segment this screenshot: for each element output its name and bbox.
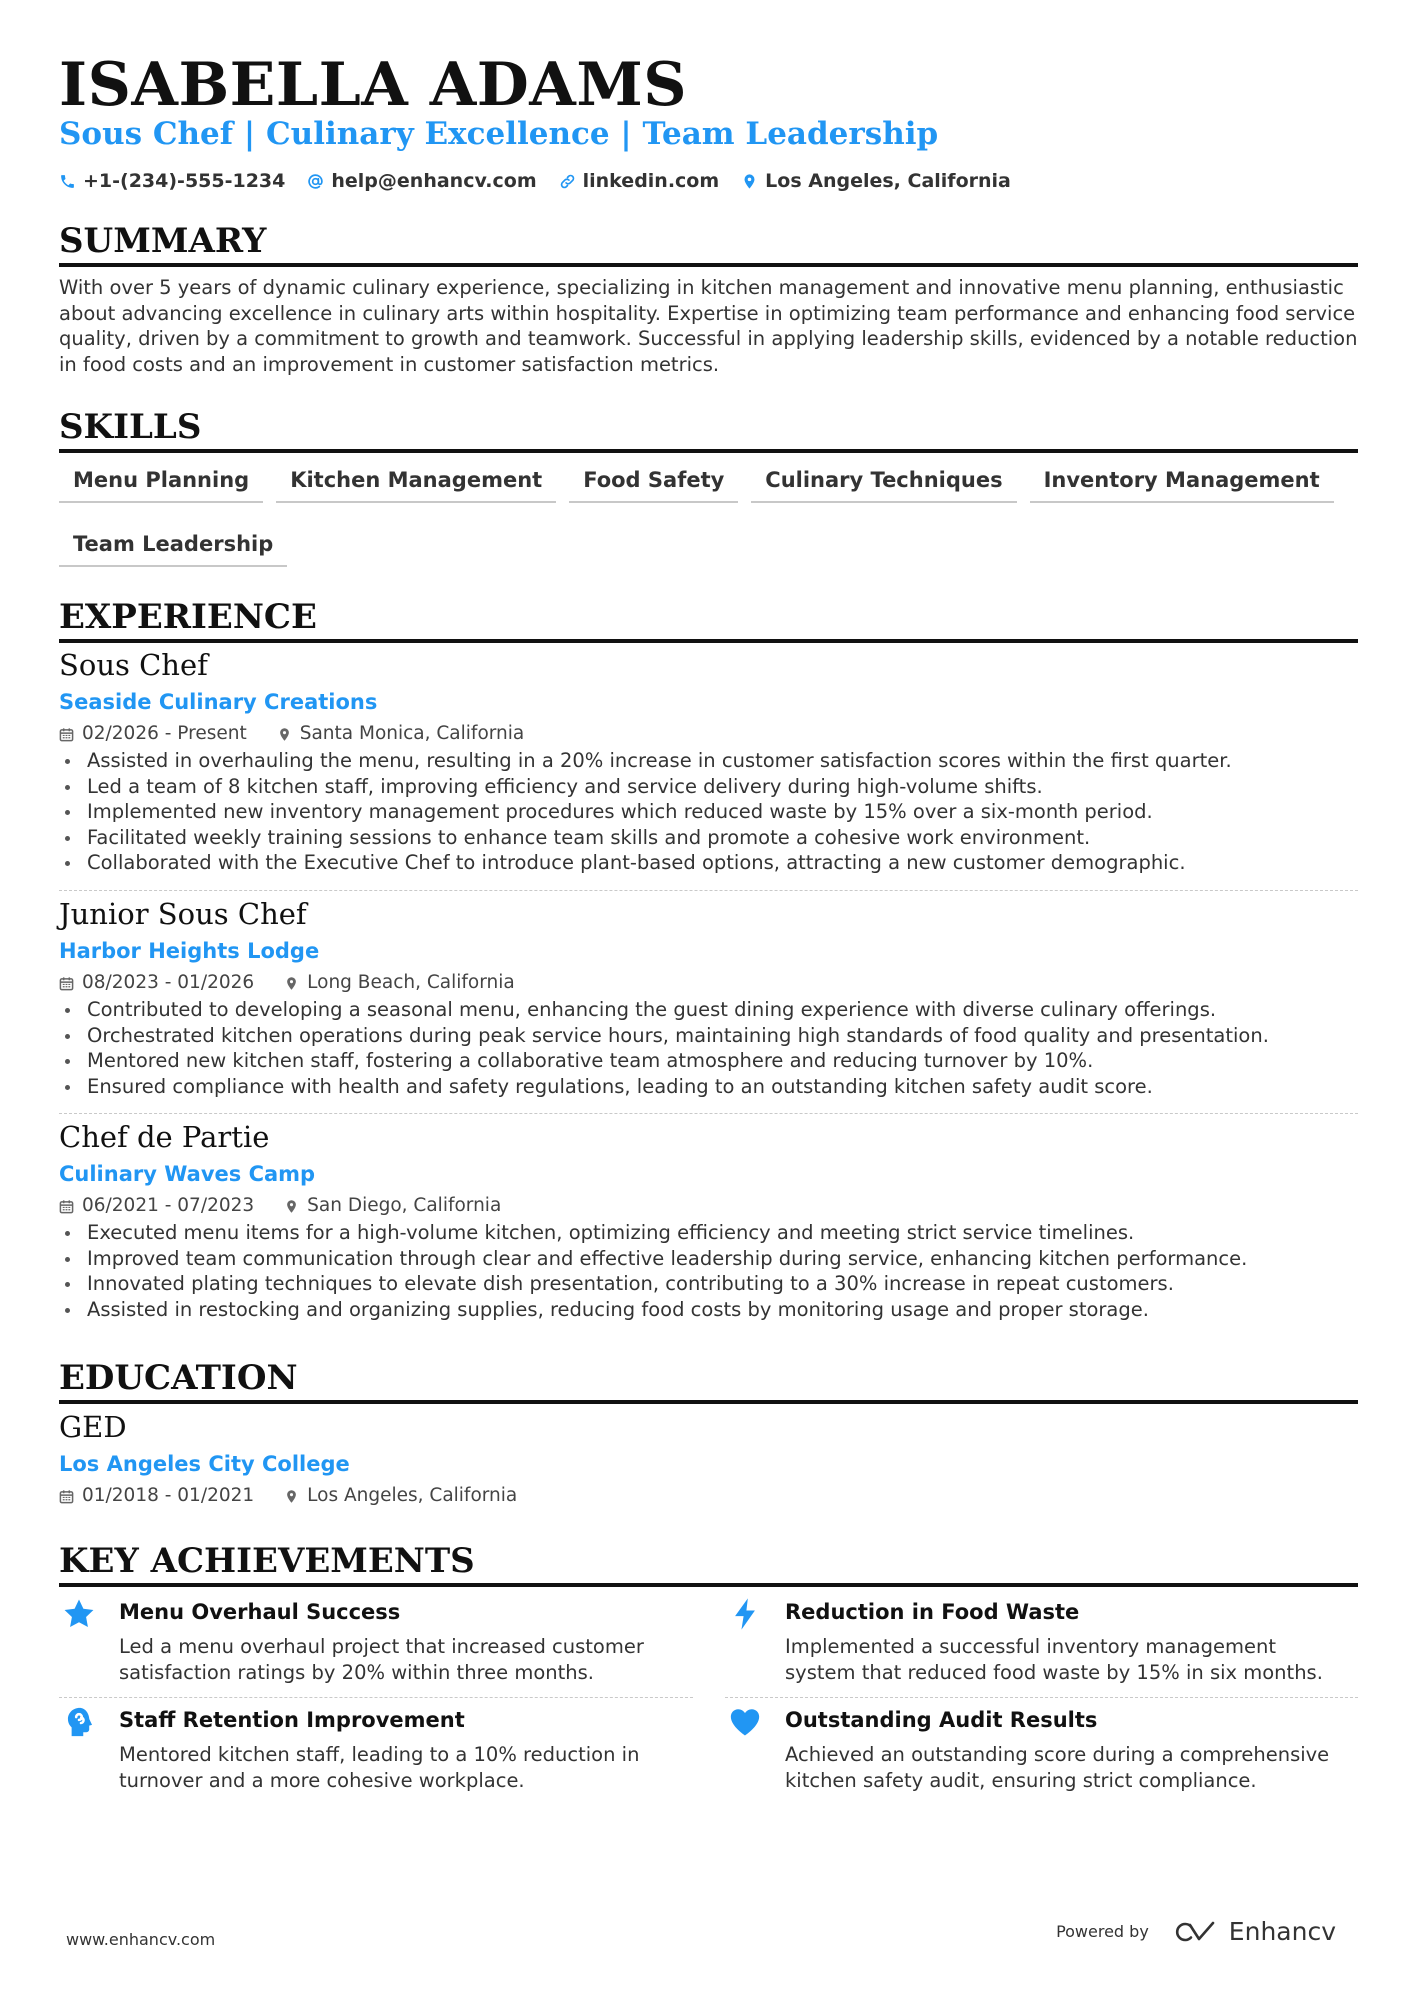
location-pin-icon <box>284 1199 299 1214</box>
summary-text: With over 5 years of dynamic culinary experience, specializing in kitchen management and innovative menu planning, enthusiastic about advancing excellence in culinary arts within hospitality. Expertise in optimizing team performance and enhancing food service quality, driven by a commitment to growth and teamwork. Successful in applying leadership skills, evidenced by a notable reduction in food costs and an improvement in customer satisfaction metrics. <box>59 276 1358 377</box>
contact-bar <box>59 167 1011 195</box>
company-name[interactable]: Harbor Heights Lodge <box>59 939 320 963</box>
skill-tag: Food Safety <box>569 459 738 503</box>
achievement-description: Led a menu overhaul project that increased customer satisfaction ratings by 20% within three months. <box>119 1635 644 1684</box>
job-bullets <box>59 748 1358 876</box>
skills-heading: SKILLS <box>59 406 1358 453</box>
location-pin-icon <box>284 1489 299 1504</box>
job-dates-text: 02/2026 - Present <box>82 723 247 744</box>
phone-text: +1-(234)-555-1234 <box>83 170 286 192</box>
calendar-icon <box>59 1199 74 1214</box>
bullet-item: Assisted in restocking and organizing supplies, reducing food costs by monitoring usage and proper storage. <box>59 1297 1358 1323</box>
achievement-description: Achieved an outstanding score during a comprehensive kitchen safety audit, ensuring strict compliance. <box>785 1743 1330 1792</box>
achievement-divider <box>59 1697 693 1698</box>
job-dates <box>59 969 254 997</box>
achievement-title: Staff Retention Improvement <box>119 1708 465 1732</box>
experience-entry <box>59 645 1358 876</box>
job-location-text: Long Beach, California <box>307 972 515 993</box>
head-icon <box>62 1705 96 1739</box>
education-location <box>284 1482 517 1510</box>
contact-phone[interactable] <box>59 167 285 195</box>
job-location-text: San Diego, California <box>307 1195 502 1216</box>
achievement-title: Outstanding Audit Results <box>785 1708 1098 1732</box>
skill-tag: Culinary Techniques <box>751 459 1016 503</box>
achievement-title: Reduction in Food Waste <box>785 1600 1080 1624</box>
achievement-description: Implemented a successful inventory management system that reduced food waste by 15% in six months. <box>785 1635 1323 1684</box>
skill-tag: Kitchen Management <box>276 459 556 503</box>
footer-branding <box>1056 1917 1336 1946</box>
contact-email[interactable] <box>307 167 536 195</box>
calendar-icon <box>59 1489 74 1504</box>
education-dates-text: 01/2018 - 01/2021 <box>82 1485 255 1506</box>
education-meta <box>59 1482 1358 1510</box>
achievement-divider <box>725 1697 1358 1698</box>
job-meta <box>59 720 1358 748</box>
bullet-item: Collaborated with the Executive Chef to introduce plant-based options, attracting a new customer demographic. <box>59 850 1358 876</box>
powered-by-label: Powered by <box>1056 1922 1149 1941</box>
location-pin-icon <box>277 727 292 742</box>
calendar-icon <box>59 976 74 991</box>
skill-tag: Menu Planning <box>59 459 263 503</box>
bullet-item: Facilitated weekly training sessions to enhance team skills and promote a cohesive work environment. <box>59 825 1358 851</box>
footer-website[interactable]: www.enhancv.com <box>66 1930 216 1949</box>
bullet-item: Implemented new inventory management procedures which reduced waste by 15% over a six-month period. <box>59 799 1358 825</box>
job-dates <box>59 720 247 748</box>
education-entry <box>59 1407 1358 1510</box>
achievement-description: Mentored kitchen staff, leading to a 10% reduction in turnover and a more cohesive workplace. <box>119 1743 640 1792</box>
linkedin-text: linkedin.com <box>582 170 720 192</box>
bullet-item: Executed menu items for a high-volume kitchen, optimizing efficiency and meeting strict service timelines. <box>59 1220 1358 1246</box>
entry-divider <box>59 1113 1358 1114</box>
education-heading: EDUCATION <box>59 1357 1358 1404</box>
job-meta <box>59 969 1358 997</box>
location-text: Los Angeles, California <box>765 170 1011 192</box>
job-dates-text: 08/2023 - 01/2026 <box>82 972 255 993</box>
contact-linkedin[interactable] <box>559 167 720 195</box>
experience-entry <box>59 894 1358 1099</box>
bullet-item: Innovated plating techniques to elevate dish presentation, contributing to a 30% increase in repeat customers. <box>59 1271 1358 1297</box>
experience-heading: EXPERIENCE <box>59 596 1358 643</box>
heart-icon <box>728 1705 762 1739</box>
bullet-item: Improved team communication through clear and effective leadership during service, enhancing kitchen performance. <box>59 1246 1358 1272</box>
bullet-item: Led a team of 8 kitchen staff, improving efficiency and service delivery during high-volume shifts. <box>59 774 1358 800</box>
education-dates <box>59 1482 254 1510</box>
job-dates-text: 06/2021 - 07/2023 <box>82 1195 255 1216</box>
entry-divider <box>59 890 1358 891</box>
experience-entry <box>59 1117 1358 1322</box>
education-location-text: Los Angeles, California <box>307 1485 518 1506</box>
summary-heading: SUMMARY <box>59 220 1358 267</box>
star-icon <box>62 1597 96 1631</box>
location-pin-icon <box>741 173 758 190</box>
bullet-item: Assisted in overhauling the menu, resulting in a 20% increase in customer satisfaction scores within the first quarter. <box>59 748 1358 774</box>
skill-tag: Team Leadership <box>59 523 287 567</box>
company-name[interactable]: Culinary Waves Camp <box>59 1162 316 1186</box>
bullet-item: Ensured compliance with health and safety regulations, leading to an outstanding kitchen safety audit score. <box>59 1074 1358 1100</box>
skills-list <box>59 459 1358 567</box>
email-text: help@enhancv.com <box>331 170 537 192</box>
job-title: Sous Chef <box>59 648 208 682</box>
job-title: Junior Sous Chef <box>59 897 307 931</box>
calendar-icon <box>59 727 74 742</box>
skill-tag: Inventory Management <box>1030 459 1334 503</box>
phone-icon <box>59 173 76 190</box>
achievement-title: Menu Overhaul Success <box>119 1600 401 1624</box>
job-location <box>284 1192 501 1220</box>
lightning-icon <box>728 1597 762 1631</box>
enhancv-logo[interactable] <box>1173 1917 1336 1946</box>
bullet-item: Orchestrated kitchen operations during peak service hours, maintaining high standards of food quality and presentation. <box>59 1023 1358 1049</box>
at-icon <box>307 173 324 190</box>
job-bullets <box>59 1220 1358 1322</box>
bullet-item: Contributed to developing a seasonal menu, enhancing the guest dining experience with diverse culinary offerings. <box>59 997 1358 1023</box>
job-location <box>277 720 525 748</box>
location-pin-icon <box>284 976 299 991</box>
enhancv-logo-icon <box>1173 1920 1219 1944</box>
achievements-heading: KEY ACHIEVEMENTS <box>59 1540 1358 1587</box>
company-name[interactable]: Seaside Culinary Creations <box>59 690 378 714</box>
job-bullets <box>59 997 1358 1099</box>
brand-name: Enhancv <box>1228 1917 1336 1946</box>
school-name[interactable]: Los Angeles City College <box>59 1452 350 1476</box>
candidate-headline: Sous Chef | Culinary Excellence | Team Leadership <box>59 116 939 152</box>
job-title: Chef de Partie <box>59 1120 270 1154</box>
degree-title: GED <box>59 1410 127 1444</box>
job-location <box>284 969 515 997</box>
bullet-item: Mentored new kitchen staff, fostering a collaborative team atmosphere and reducing turnover by 10%. <box>59 1048 1358 1074</box>
job-location-text: Santa Monica, California <box>299 723 525 744</box>
candidate-name: ISABELLA ADAMS <box>59 50 688 120</box>
link-icon <box>559 173 576 190</box>
job-dates <box>59 1192 254 1220</box>
job-meta <box>59 1192 1358 1220</box>
contact-location <box>741 167 1011 195</box>
